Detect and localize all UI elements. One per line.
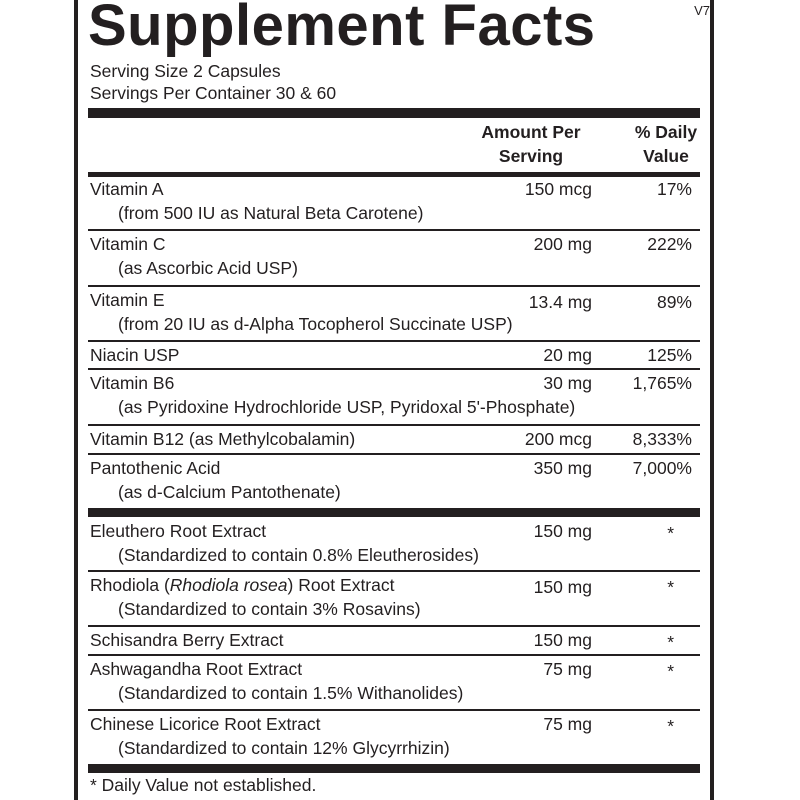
footnote: * Daily Value not established. (90, 775, 317, 795)
header-rule (88, 172, 700, 177)
row-divider (88, 229, 700, 231)
supplement-facts-panel: Supplement Facts V7 Serving Size 2 Capsules Servings Per Container 30 & 60 Amount Per Serving % Daily Value Vitamin A (from 500 IU as Natural Beta Carotene) 150 mcg 17% Vitamin C (as Ascorbic Acid USP) 200 mg 222% Vitamin E (from 20 IU as d-Alpha Tocopherol Succinate USP) 13.4 mg 89% Niacin USP 20 mg 125% Vitamin B6 (as Pyridoxine Hydrochloride USP, Pyridoxal 5'-Phosphate) 30 mg 1,765% Vitamin B12 (as Methylcobalamin) 200 mcg 8,333% Pantothenic Acid (as d-Calcium Pantothenate) 350 mg 7,000% Eleuthero Root Extract (Standardized to contain 0.8% Eleutherosides) 150 mg * Rhodiola (Rhodiola rosea) Root Extract (Standardized to contain 3% Rosavins) 150 mg * Schisandra Berry Extract 150 mg * Ashwagandha Root Extract (Standardized to contain 1.5% Withanolides) 75 mg * Chinese Licorice Root Extract (Standardized to contain 12% Glycyrrhizin) 75 mg * * Daily Value not established. (74, 0, 714, 800)
serving-size: Serving Size 2 Capsules (90, 61, 281, 81)
row-divider (88, 368, 700, 370)
row-divider (88, 285, 700, 287)
row-divider (88, 424, 700, 426)
version-label: V7 (694, 3, 710, 18)
thick-rule-top (88, 108, 700, 118)
row-divider (88, 340, 700, 342)
row-divider (88, 709, 700, 711)
panel-title: Supplement Facts (88, 0, 596, 58)
servings-per-container: Servings Per Container 30 & 60 (90, 83, 337, 103)
row-divider (88, 625, 700, 627)
row-divider (88, 570, 700, 572)
amount-per-serving-header: Amount Per Serving (481, 122, 581, 166)
row-divider (88, 453, 700, 455)
row-divider (88, 654, 700, 656)
thick-rule-bottom (88, 764, 700, 773)
daily-value-header: % Daily Value (634, 122, 698, 166)
thick-rule-middle (88, 508, 700, 517)
